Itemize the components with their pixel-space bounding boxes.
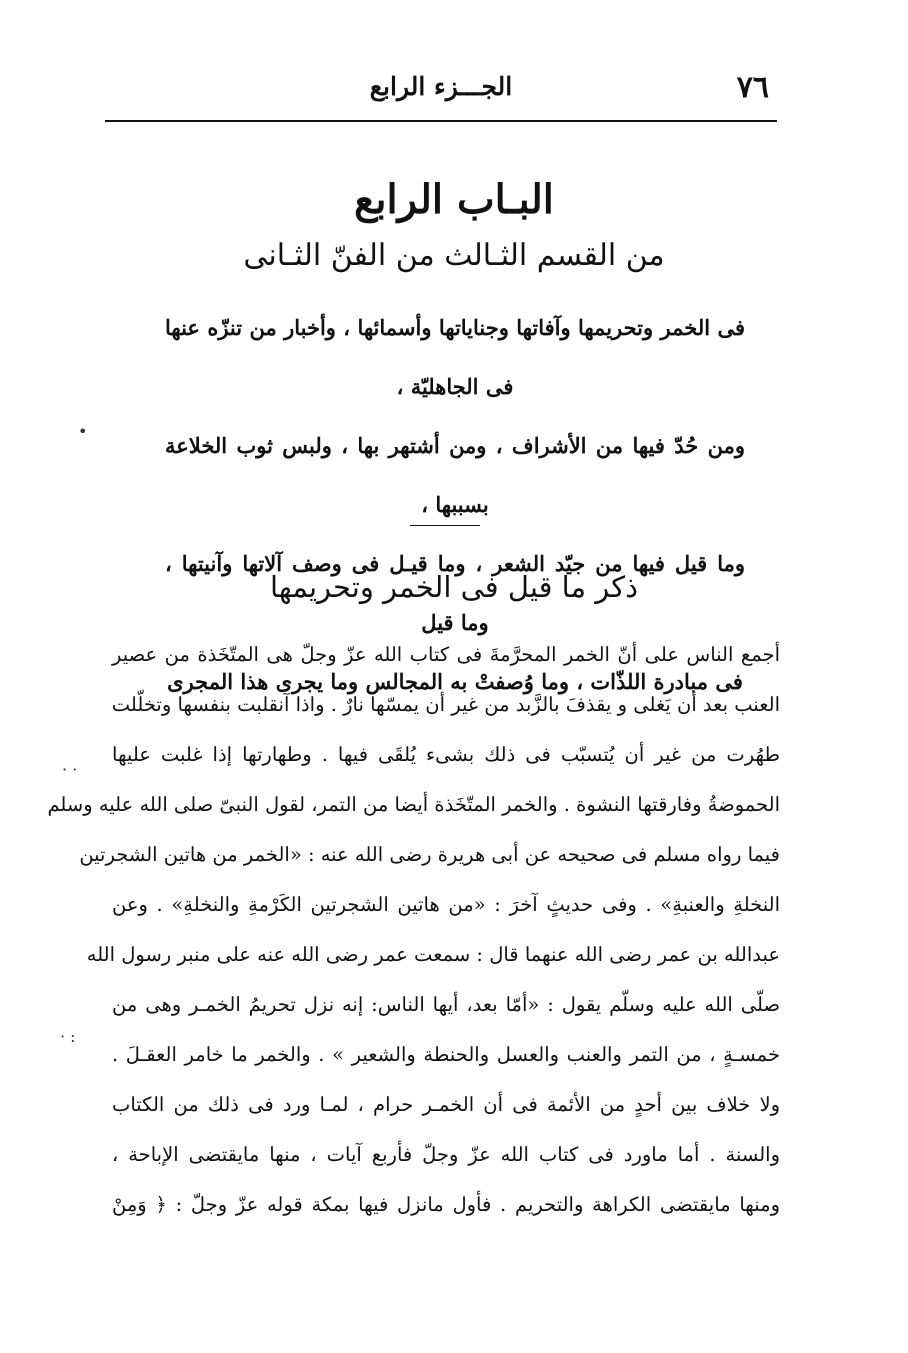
margin-mark: • <box>78 422 88 441</box>
text-line: طهُرت من غير أن يُتسبّب فى ذلك بشىء يُلقَى فيها . وطهارتها إذا غلبت عليها <box>112 743 780 766</box>
text-line: فيما رواه مسلم فى صحيحه عن أبى هريرة رضى الله عنه : «الخمر من هاتين الشجرتين <box>79 843 780 866</box>
text-line: العنب بعد أن يَغلى و يقذفَ بالزَّبد من غير أن يمسّها نارٌ . واذا آنقلبت بنفسها وتخلّلت <box>111 693 780 716</box>
description-line: وما قيل فيها من جيّد الشعر ، وما قيـل فى وصف آلاتها وآنيتها ، وما قيل <box>165 551 745 635</box>
chapter-title: البـاب الرابع <box>354 176 554 223</box>
description-line: فى مبادرة اللذّات ، وما وُصفتْ به المجالس وما يجرى هذا المجرى <box>167 669 743 694</box>
text-line: عبدالله بن عمر رضى الله عنهما قال : سمعت عمر رضى الله عنه على منبر رسول الله <box>86 943 780 966</box>
section-divider <box>410 525 480 526</box>
text-line: والسنة . أما ماورد فى كتاب الله عزّ وجلّ فأربع آيات ، منها مايقتضى الإباحة ، <box>112 1143 780 1166</box>
running-header <box>105 62 777 122</box>
margin-mark: : · <box>60 1027 76 1046</box>
header-rule <box>105 120 777 122</box>
part-title: الجـــزء الرابع <box>369 72 513 101</box>
description-line: فى الخمر وتحريمها وآفاتها وجناياتها وأسمائها ، وأخبار من تنزّه عنها فى الجاهليّة ، <box>165 315 745 399</box>
margin-mark: · · <box>62 760 78 779</box>
text-line: ولا خلاف بين أحدٍ من الأئمة فى أن الخمـر حرام ، لمـا ورد فى ذلك من الكتاب <box>112 1093 780 1116</box>
description-line: ومن حُدّ فيها من الأشراف ، ومن أشتهر بها ، ولبس ثوب الخلاعة بسببها ، <box>165 433 745 517</box>
body-text <box>47 632 780 1232</box>
text-line: خمسـةٍ ، من التمر والعنب والعسل والحنطة والشعير » . والخمر ما خامر العقـلَ . <box>112 1043 780 1066</box>
section-heading: ذكر ما قيل فى الخمر وتحريمها <box>269 570 638 604</box>
page-number: ٧٦ <box>736 70 769 105</box>
text-line: النخلةِ والعنبةِ» . وفى حديثٍ آخرَ : «من هاتين الشجرتين الكَرْمةِ والنخلةِ» . وعن <box>112 893 780 916</box>
text-line: الحموضةُ وفارقتها النشوة . والخمر المتّخَذة أيضا من التمر، لقول النبىّ صلى الله عليه وسلم <box>47 793 780 816</box>
text-line: ومنها مايقتضى الكراهة والتحريم . فأول مانزل فيها بمكة قوله عزّ وجلّ : ﴿ وَمِنْ <box>112 1193 780 1216</box>
chapter-subtitle: من القسم الثـالث من الفنّ الثـانى <box>243 238 665 273</box>
text-line: صلّى الله عليه وسلّم يقول : «أمّا بعد، أيها الناس: إنه نزل تحريمُ الخمـر وهى من <box>112 993 780 1016</box>
text-line: أجمع الناس على أنّ الخمر المحرَّمةَ فى كتاب الله عزّ وجلّ هى المتّخَذة من عصير <box>112 643 780 666</box>
